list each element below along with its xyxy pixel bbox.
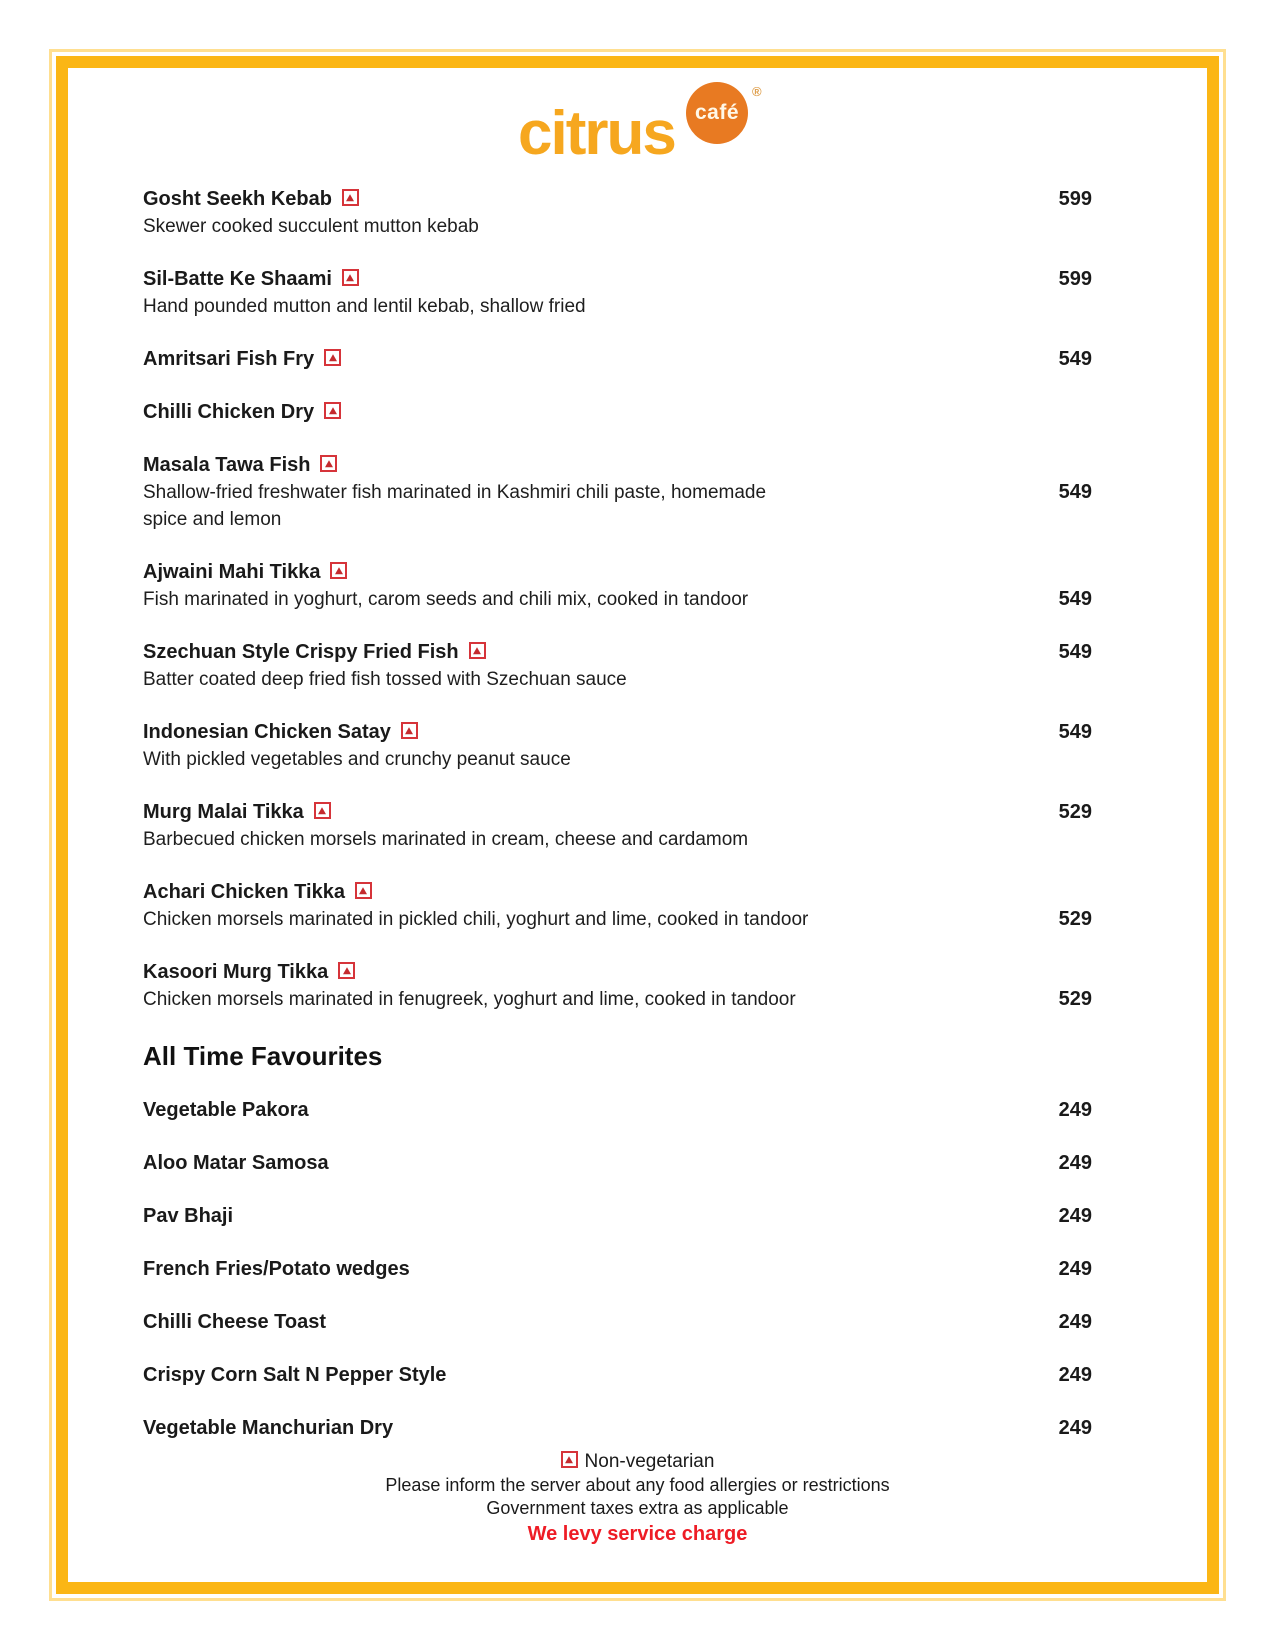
item-price: 249: [1058, 1099, 1092, 1121]
citrus-cafe-logo: [0, 70, 1275, 180]
item-description-line: Batter coated deep fried fish tossed with Szechuan sauce: [143, 669, 627, 690]
menu-content: [143, 186, 1092, 1468]
item-name: Kasoori Murg Tikka: [143, 961, 329, 983]
item-name: Indonesian Chicken Satay: [143, 721, 391, 743]
item-title-row: [143, 452, 1092, 479]
item-price: 599: [1058, 188, 1092, 210]
nonveg-icon: [342, 269, 359, 286]
item-name: Masala Tawa Fish: [143, 454, 311, 476]
nonveg-icon: [355, 882, 372, 899]
menu-footer: [0, 1450, 1275, 1546]
menu-item: [143, 959, 1092, 1013]
item-name: Chilli Cheese Toast: [143, 1311, 327, 1333]
item-name: Achari Chicken Tikka: [143, 881, 345, 903]
item-price: 549: [1058, 481, 1092, 503]
nonveg-icon: [324, 402, 341, 419]
item-price: 529: [1058, 988, 1092, 1010]
nonveg-icon: [342, 189, 359, 206]
item-title-row: [143, 959, 1092, 986]
item-title-row: [143, 1097, 1092, 1124]
nonveg-icon: [401, 722, 418, 739]
item-title-row: [143, 1150, 1092, 1177]
item-name: Chilli Chicken Dry: [143, 401, 315, 423]
item-name: Amritsari Fish Fry: [143, 348, 315, 370]
menu-item: [143, 452, 1092, 533]
item-price: 549: [1058, 641, 1092, 663]
menu-item: [143, 1256, 1092, 1283]
item-name: Aloo Matar Samosa: [143, 1152, 329, 1174]
item-description-line: Barbecued chicken morsels marinated in cream, cheese and cardamom: [143, 829, 749, 850]
nonveg-legend: [0, 1450, 1275, 1474]
item-title-row: [143, 1203, 1092, 1230]
item-name: French Fries/Potato wedges: [143, 1258, 410, 1280]
menu-item: [143, 399, 1092, 426]
item-title-row: [143, 719, 1092, 746]
menu-item: [143, 879, 1092, 933]
item-name: Murg Malai Tikka: [143, 801, 304, 823]
menu-item: [143, 1203, 1092, 1230]
item-name: Sil-Batte Ke Shaami: [143, 268, 332, 290]
item-title-row: [143, 799, 1092, 826]
nonveg-icon: [320, 455, 337, 472]
item-name: Pav Bhaji: [143, 1205, 234, 1227]
item-title-row: [143, 346, 1092, 373]
menu-item: [143, 1415, 1092, 1442]
logo-cafe-text: café: [694, 101, 740, 124]
item-price: 249: [1058, 1205, 1092, 1227]
menu-item: [143, 639, 1092, 693]
item-title-row: [143, 879, 1092, 906]
nonveg-legend-label: Non-vegetarian: [584, 1451, 715, 1472]
menu-item: [143, 1362, 1092, 1389]
item-price: 529: [1058, 801, 1092, 823]
item-title-row: [143, 399, 1092, 426]
menu-item: [143, 719, 1092, 773]
favourites-section-title: All Time Favourites: [143, 1041, 383, 1071]
menu-item: [143, 799, 1092, 853]
item-price: 599: [1058, 268, 1092, 290]
item-description-line: spice and lemon: [143, 509, 282, 530]
nonveg-icon: [338, 962, 355, 979]
nonveg-icon: [469, 642, 486, 659]
nonveg-icon: [330, 562, 347, 579]
tax-note: Government taxes extra as applicable: [486, 1498, 789, 1518]
item-title-row: [143, 186, 1092, 213]
item-description-line: With pickled vegetables and crunchy peanut sauce: [143, 749, 571, 770]
item-description-line: Skewer cooked succulent mutton kebab: [143, 216, 479, 237]
menu-item: [143, 186, 1092, 240]
item-price: 249: [1058, 1364, 1092, 1386]
item-title-row: [143, 1256, 1092, 1283]
item-price: 249: [1058, 1152, 1092, 1174]
nonveg-icon: [324, 349, 341, 366]
item-name: Crispy Corn Salt N Pepper Style: [143, 1364, 447, 1386]
item-description-line: Hand pounded mutton and lentil kebab, shallow fried: [143, 296, 586, 317]
starters-section: [143, 186, 1092, 1013]
item-price: 249: [1058, 1417, 1092, 1439]
allergy-note: Please inform the server about any food allergies or restrictions: [385, 1475, 890, 1495]
menu-item: [143, 346, 1092, 373]
nonveg-icon: [314, 802, 331, 819]
item-title-row: [143, 266, 1092, 293]
item-title-row: [143, 559, 1092, 586]
menu-item: [143, 559, 1092, 613]
item-description-line: Chicken morsels marinated in pickled chili, yoghurt and lime, cooked in tandoor: [143, 909, 809, 930]
menu-item: [143, 1097, 1092, 1124]
menu-item: [143, 266, 1092, 320]
menu-item: [143, 1309, 1092, 1336]
item-name: Szechuan Style Crispy Fried Fish: [143, 641, 459, 663]
item-price: 249: [1058, 1258, 1092, 1280]
item-title-row: [143, 1362, 1092, 1389]
registered-trademark-icon: ®: [752, 84, 762, 99]
item-price: 549: [1058, 721, 1092, 743]
cafe-badge-icon: [686, 82, 748, 144]
item-price: 249: [1058, 1311, 1092, 1333]
item-name: Vegetable Pakora: [143, 1099, 309, 1121]
nonveg-icon: [561, 1451, 578, 1468]
item-description-line: Fish marinated in yoghurt, carom seeds and chili mix, cooked in tandoor: [143, 589, 749, 610]
item-name: Ajwaini Mahi Tikka: [143, 561, 321, 583]
menu-item: [143, 1150, 1092, 1177]
item-price: 529: [1058, 908, 1092, 930]
item-title-row: [143, 1309, 1092, 1336]
item-description-line: Shallow-fried freshwater fish marinated in Kashmiri chili paste, homemade: [143, 482, 767, 503]
service-charge-note: We levy service charge: [527, 1523, 748, 1545]
item-name: Gosht Seekh Kebab: [143, 188, 332, 210]
favourites-section: [143, 1097, 1092, 1442]
item-title-row: [143, 639, 1092, 666]
item-title-row: [143, 1415, 1092, 1442]
item-description-line: Chicken morsels marinated in fenugreek, yoghurt and lime, cooked in tandoor: [143, 989, 796, 1010]
item-name: Vegetable Manchurian Dry: [143, 1417, 394, 1439]
logo-brand-text: citrus: [518, 99, 675, 168]
item-price: 549: [1058, 348, 1092, 370]
item-price: 549: [1058, 588, 1092, 610]
